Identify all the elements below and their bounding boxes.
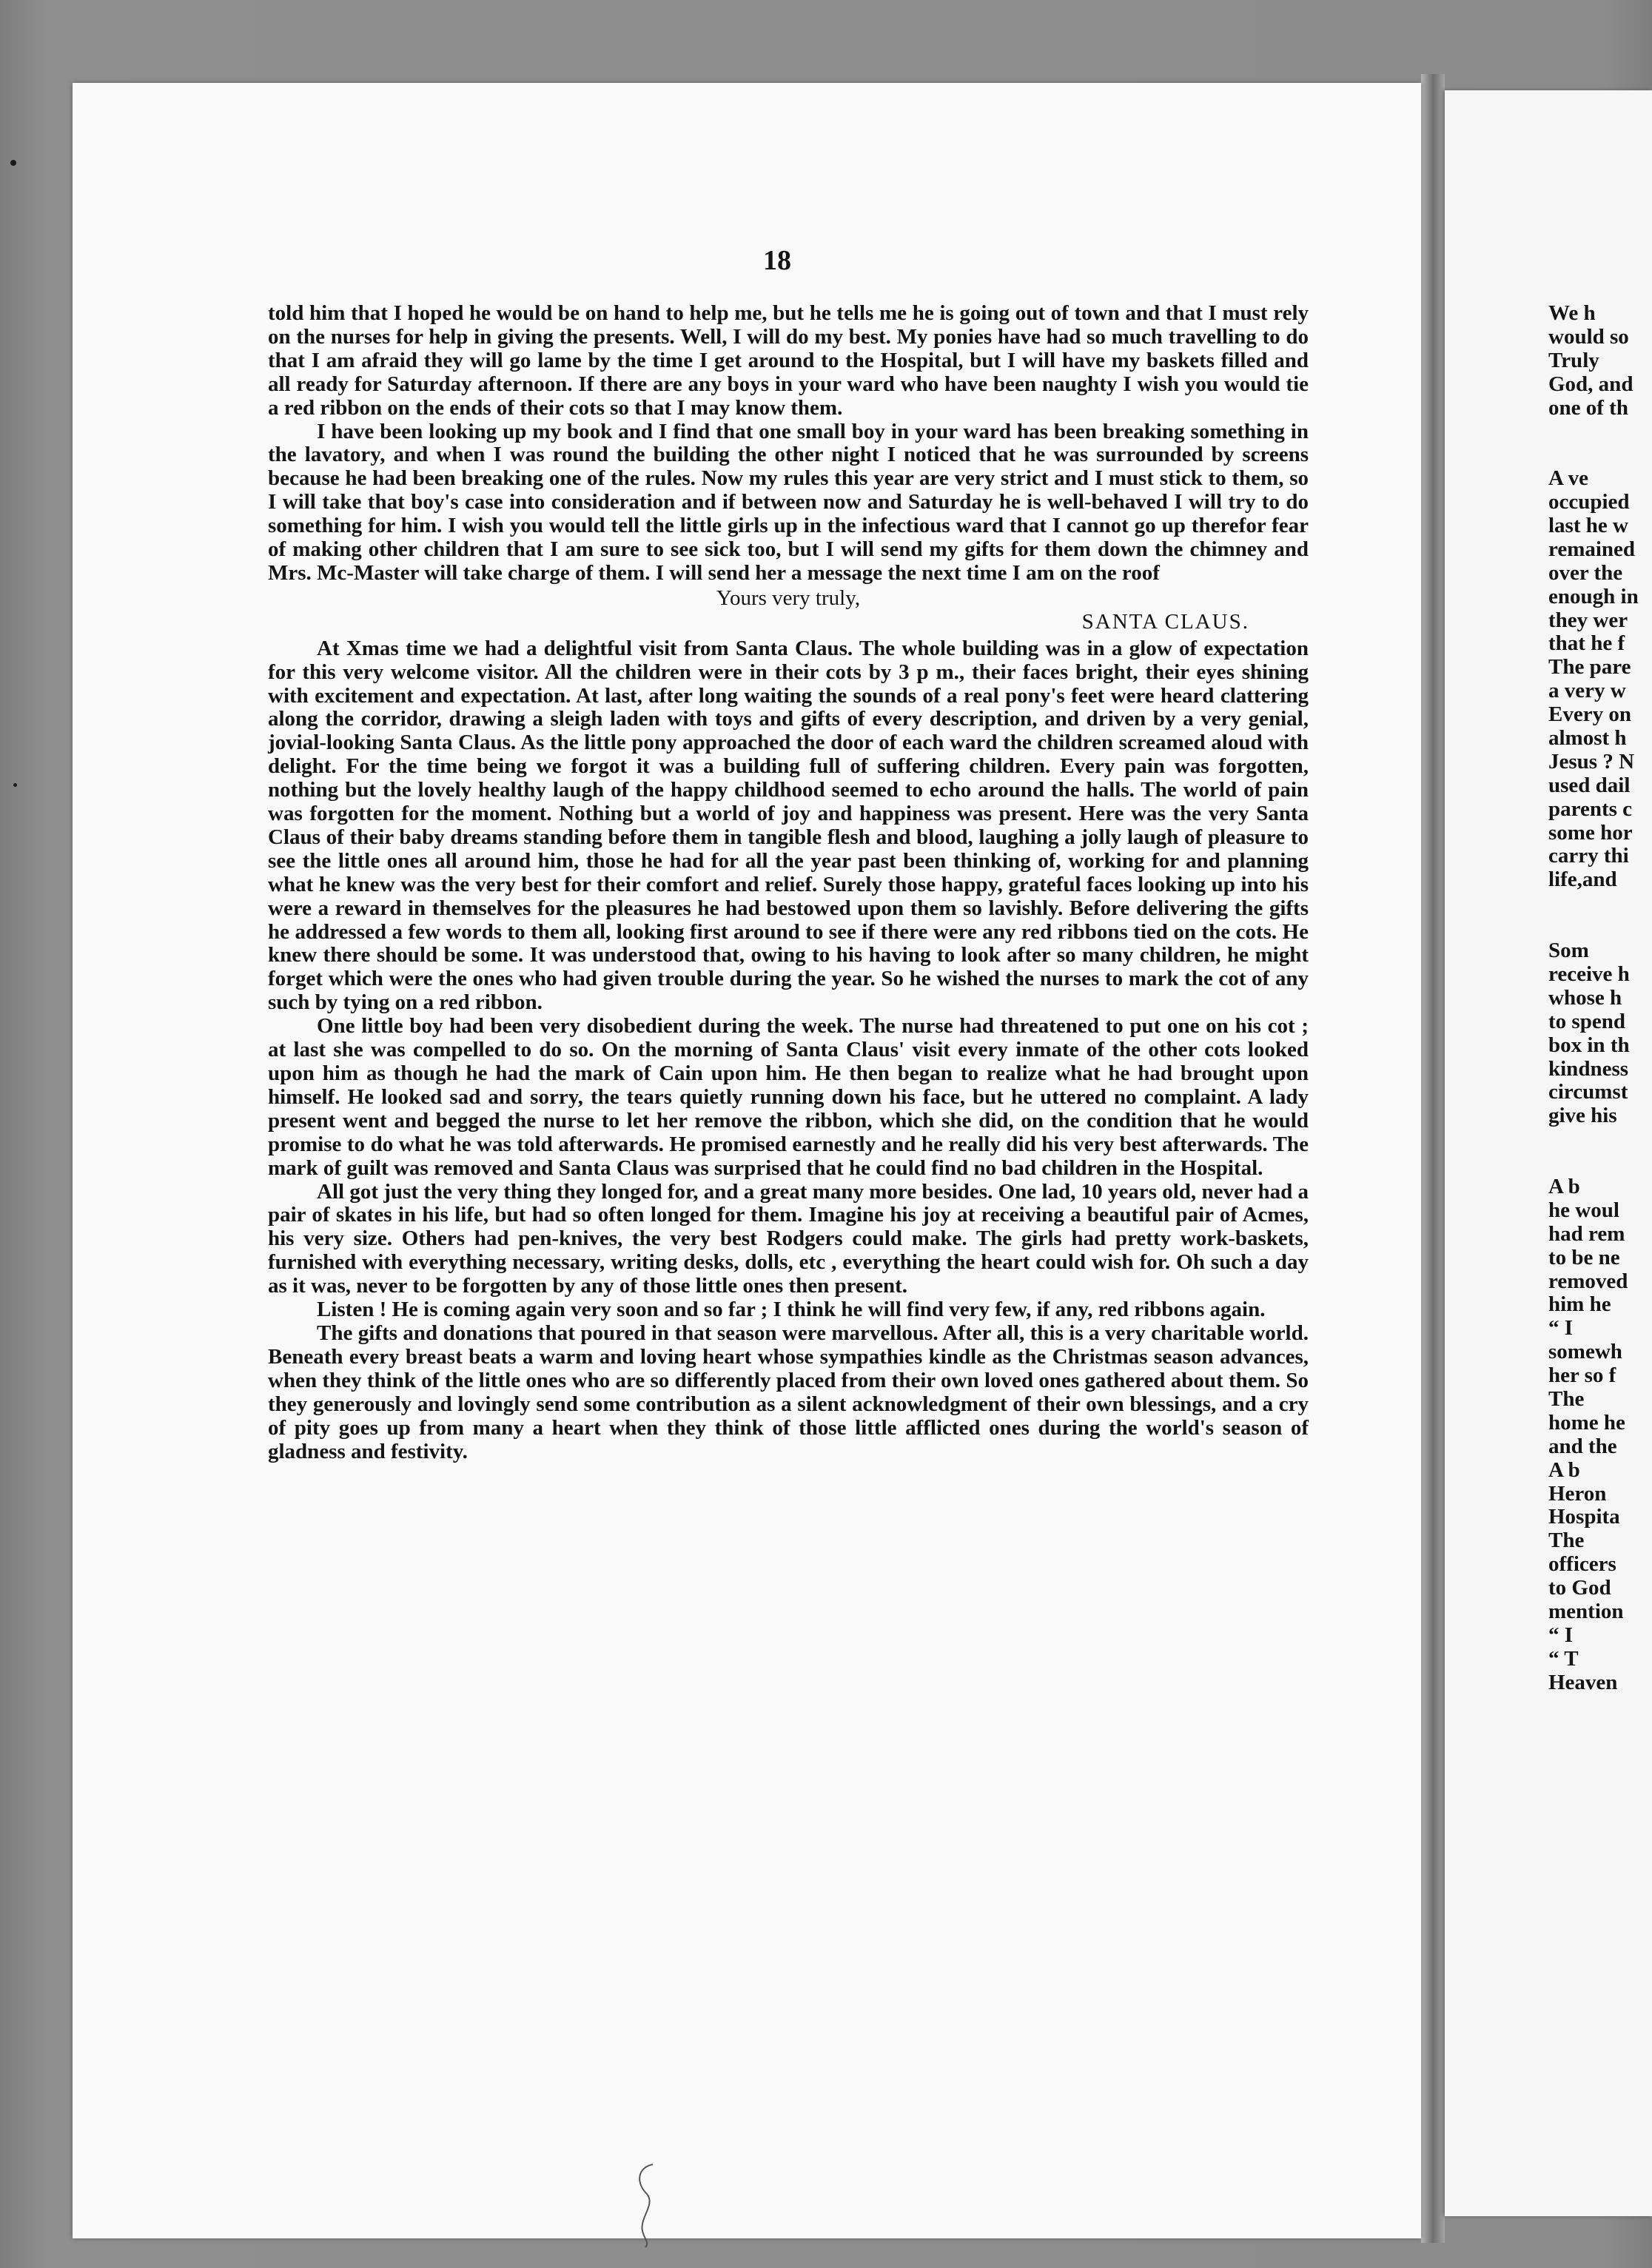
article-paragraph: One little boy had been very disobedient during the week. The nurse had threatened to put one on his cot ; at last she was compelled to do so. On the morning of Santa Claus' visit every inmate of the other cots looked upon him as though he had the mark of Cain upon him. He then began to realize what he had brought upon himself. He looked sad and sorry, the tears quietly running down his face, but he uttered no complaint. A lady present went and begged the nurse to let her remove the ribbon, which she did, on the condition that he would promise to do what he was told afterwards. He promised earnestly and he really did his very best afterwards. The mark of guilt was removed and Santa Claus was surprised that he could find no bad children in the Hospital. [268, 1014, 1309, 1180]
adjacent-page-line: The [1548, 1529, 1585, 1553]
adjacent-page-line: “ I [1548, 1623, 1574, 1647]
adjacent-page-line: life,and [1548, 868, 1617, 892]
adjacent-page-line: him he [1548, 1292, 1611, 1317]
adjacent-page-line: occupied [1548, 490, 1630, 514]
letter-closing: Yours very truly, [716, 586, 861, 610]
pencil-mark [631, 2160, 660, 2249]
adjacent-page-line: had rem [1548, 1221, 1625, 1246]
adjacent-page-line: would so [1548, 324, 1629, 349]
adjacent-page-line: he woul [1548, 1198, 1619, 1222]
adjacent-page-line: to God [1548, 1576, 1611, 1600]
adjacent-page-line: a very w [1548, 679, 1626, 703]
adjacent-page-line: receive h [1548, 962, 1630, 986]
adjacent-page-line: removed [1548, 1269, 1628, 1293]
adjacent-page-line: box in th [1548, 1033, 1630, 1057]
dust-speck [13, 783, 17, 787]
letter-paragraph: told him that I hoped he would be on hand to help me, but he tells me he is going out of town and that I must rely on the nurses for help in giving the presents. Well, I will do my best. My ponies have had so much travelling to do that I am afraid they will go lame by the time I get around to the Hospital, but I will have my baskets filled and all ready for Saturday afternoon. If there are any boys in your ward who have been naughty I wish you would tie a red ribbon on the ends of their cots so that I may know them. [268, 301, 1309, 420]
adjacent-page-line: whose h [1548, 985, 1622, 1010]
article-paragraph: All got just the very thing they longed for, and a great many more besides. One lad, 10 years old, never had a pair of skates in his life, but had so often longed for them. Imagine his joy at receiving a beautiful pair of Acmes, his very size. Others had pen-knives, the very best Rodgers could make. The girls had pretty work-baskets, furnished with everything necessary, writing desks, dolls, etc , everything the heart could wish for. Oh such a day as it was, never to be forgotten by any of those little ones then present. [268, 1179, 1309, 1298]
adjacent-page-line [1548, 420, 1652, 443]
adjacent-page-line: they wer [1548, 608, 1628, 632]
adjacent-page-line [1548, 916, 1652, 939]
adjacent-page-line: used dail [1548, 773, 1631, 797]
adjacent-page-line: The pare [1548, 655, 1631, 680]
adjacent-page-line: somewh [1548, 1340, 1622, 1364]
adjacent-page-line: enough in [1548, 584, 1639, 608]
adjacent-page-line: and the [1548, 1434, 1617, 1458]
adjacent-page-line: mention [1548, 1599, 1624, 1623]
adjacent-page-line: her so f [1548, 1363, 1616, 1388]
adjacent-page-line [1548, 892, 1652, 916]
adjacent-page-line: “ T [1548, 1646, 1579, 1671]
adjacent-page-line: We h [1548, 301, 1596, 325]
adjacent-page-line: over the [1548, 560, 1623, 585]
adjacent-page-line: one of th [1548, 395, 1628, 420]
adjacent-page-line: to be ne [1548, 1245, 1620, 1269]
adjacent-page-line: carry thi [1548, 844, 1629, 868]
adjacent-page-line: almost h [1548, 726, 1627, 751]
adjacent-page-line: remained [1548, 537, 1636, 561]
adjacent-page-line: home he [1548, 1410, 1625, 1435]
article-paragraph: Listen ! He is coming again very soon and so far ; I think he will find very few, if any, red ribbons again. [317, 1298, 1266, 1322]
letter-signature: SANTA CLAUS. [1081, 609, 1249, 634]
adjacent-page-line: Som [1548, 939, 1589, 963]
adjacent-page-text [1548, 302, 1652, 1695]
adjacent-page-line: kindness [1548, 1056, 1629, 1081]
adjacent-page-line: A ve [1548, 466, 1588, 491]
adjacent-page-line: A b [1548, 1174, 1580, 1198]
adjacent-page-line: Hospita [1548, 1505, 1620, 1529]
adjacent-page-line: Jesus ? N [1548, 749, 1635, 774]
article-paragraph: The gifts and donations that poured in that season were marvellous. After all, this is a very charitable world. Beneath every breast beats a warm and loving heart whose sympathies kindle as the Christmas season advances, when they think of the little ones who are so differently placed from their own loved ones gathered about them. So they generously and lovingly send some contribution as a silent acknowledgment of their own blessings, and a cry of pity goes up from many a heart when they think of those little afflicted ones during the world's season of gladness and festivity. [268, 1321, 1309, 1463]
adjacent-page-line: “ I [1548, 1316, 1574, 1341]
adjacent-page-line [1548, 1128, 1652, 1152]
adjacent-page-line: circumst [1548, 1080, 1628, 1104]
adjacent-page-line: some hor [1548, 820, 1633, 845]
letter-paragraph: I have been looking up my book and I find that one small boy in your ward has been breaking something in the lavatory, and when I was round the building the other night I noticed that he was surrounded by screens because he had been breaking one of the rules. Now my rules this year are very strict and I must stick to them, so I will take that boy's case into consideration and if between now and Saturday he is well-behaved I will try to do something for him. I wish you would tell the little girls up in the infectious ward that I cannot go up therefor fear of making other children that I am sure to see sick too, but I will send my gifts for them down the chimney and Mrs. Mc-Master will take charge of them. I will send her a message the next time I am on the roof [268, 419, 1309, 585]
book-gutter [1421, 74, 1445, 2243]
adjacent-page-line: The [1548, 1386, 1585, 1411]
adjacent-page-line: A b [1548, 1457, 1580, 1482]
article-paragraph: At Xmas time we had a delightful visit from Santa Claus. The whole building was in a glow of expectation for this very welcome visitor. All the children were in their cots by 3 p m., their faces bright, their eyes shining with excitement and expectation. At last, after long waiting the sounds of a real pony's feet were heard clattering along the corridor, drawing a sleigh laden with toys and gifts of every description, and driven by a very genial, jovial-looking Santa Claus. As the little pony approached the door of each ward the children screamed aloud with delight. For the time being we forgot it was a building full of suffering children. Every pain was forgotten, nothing but the lovely healthy laugh of the happy childhood seemed to echo around the halls. The world of pain was forgotten for the moment. Nothing but a world of joy and happiness was present. Here was the very Santa Claus of their baby dreams standing before them in tangible flesh and blood, laughing a jolly laugh of pleasure to see the little ones all around him, those he had for all the year past been thinking of, working for and planning what he knew was the very best for their comfort and relief. Surely those happy, grateful faces looking up into his were a reward in themselves for the pleasures he had bestowed upon them so lavishly. Before delivering the gifts he addressed a few words to them all, looking first around to see if there were any red ribbons tied on the cots. He knew there should be some. It was understood that, owing to his having to look after so many children, he might forget which were the ones who had given trouble during the year. So he wished the nurses to mark the cot of any such by tying on a red ribbon. [268, 636, 1309, 1015]
adjacent-page-line: Heaven [1548, 1670, 1618, 1694]
adjacent-page-line: Every on [1548, 702, 1631, 727]
page-text [268, 302, 1309, 1463]
adjacent-page-line: Truly [1548, 348, 1599, 372]
page-number: 18 [763, 245, 791, 276]
adjacent-page-line: officers [1548, 1552, 1616, 1577]
adjacent-page-line: last he w [1548, 514, 1628, 538]
adjacent-page-line [1548, 1152, 1652, 1175]
dust-speck [10, 160, 16, 166]
adjacent-page-line: parents c [1548, 796, 1633, 821]
adjacent-page-line: God, and [1548, 372, 1633, 396]
adjacent-page-line: that he f [1548, 631, 1625, 656]
adjacent-page-line [1548, 443, 1652, 467]
adjacent-page-line: Heron [1548, 1481, 1607, 1506]
adjacent-page-line: give his [1548, 1104, 1617, 1128]
adjacent-page-line: to spend [1548, 1009, 1625, 1033]
